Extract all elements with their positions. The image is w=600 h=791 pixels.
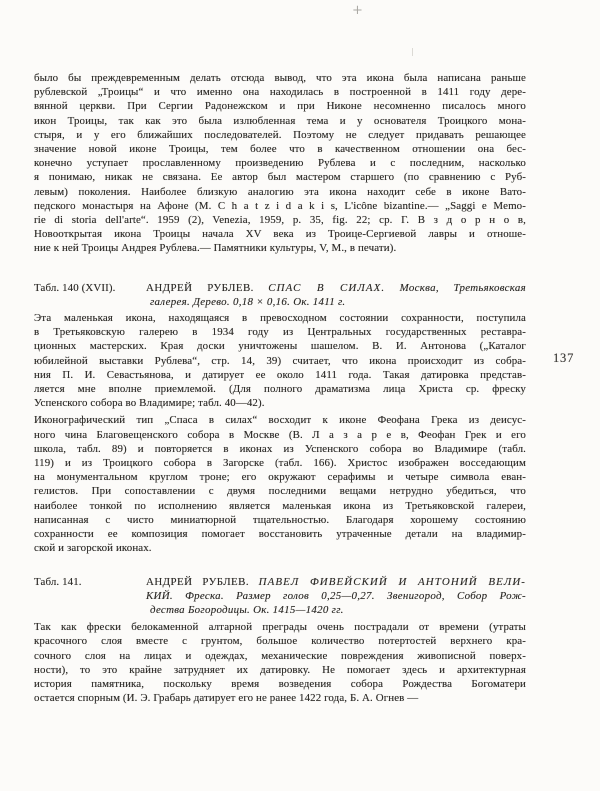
text-line: история памятника, поскольку время возведения собора Рождества Богоматери xyxy=(34,677,526,690)
text-line: Так как фрески белокаменной алтарной преграды очень пострадали от времени (утраты xyxy=(34,621,526,634)
artist-name: АНДРЕЙ РУБЛЕВ. xyxy=(146,575,250,588)
text-line: сохранности ее композиция помогает восстановить утраченные детали на владимир- xyxy=(34,528,526,541)
catalog-entry-141 xyxy=(34,575,526,618)
text-line: было бы преждевременным делать отсюда вывод, что эта икона была написана раньше xyxy=(34,72,526,84)
text-line: ционных мастерских. Края доски уничтожены шашелом. В. И. Антонова („Каталог xyxy=(34,340,526,353)
text-line: ного чина Благовещенского собора в Москве (В. Л а з а р е в, Феофан Грек и его xyxy=(34,428,526,441)
text-line: ской и загорской иконах. xyxy=(34,542,152,555)
text-line: rie di storia dell'arte“. 1959 (2), Venezia, 1959, p. 35, fig. 22; ср. Г. В з д о р н о в, xyxy=(34,214,526,227)
text-line: стыря, и у его ближайших последователей. Поэтому не следует придавать решающее xyxy=(34,128,526,141)
text-line: рублевской „Троицы“ и что именно она находилась в построенной в 1411 году дере- xyxy=(34,86,526,99)
entry-label: Табл. 141. xyxy=(34,575,82,588)
registration-cross-mark: + xyxy=(352,3,363,18)
artist-name: АНДРЕЙ РУБЛЕВ. xyxy=(146,281,254,294)
entry-title: СПАС В СИЛАХ. xyxy=(268,281,386,294)
paragraph-iconographic-type xyxy=(34,413,526,555)
text-line: икон Троицы, так как это была излюбленная тема и у основателя Троицкого мона- xyxy=(34,114,526,127)
text-line: гелистов. При сопоставлении с двумя последними вещами нетрудно убедиться, что xyxy=(34,485,526,498)
catalog-entry-heading xyxy=(34,281,526,295)
entry-title-continuation: дества Богородицы. Ок. 1415—1420 гг. xyxy=(150,603,344,616)
entry-subtitle: Москва, Третьяковская xyxy=(399,281,527,294)
text-line: юбилейной выставки Рублева“, стр. 14, 39) считает, что икона происходит из собра- xyxy=(34,354,526,367)
text-line: Новооткрытая икона Троицы начала XV века из Троице-Сергиевой лавры и отноше- xyxy=(34,228,526,241)
text-line: ляется мне вполне приемлемой. (Для полного драматизма лица Христа ср. фреску xyxy=(34,383,526,396)
text-line: педского монастыря на Афоне (М. C h a t z i d a k i s, L'icône bizantine.— „Saggi e Memo- xyxy=(34,199,526,212)
text-column xyxy=(34,71,526,705)
entry-title-continuation: КИЙ. Фреска. Размер голов 0,25—0,27. Звенигород, Собор Рож- xyxy=(146,589,526,602)
text-line: ние к ней Троицы Андрея Рублева.— Памятники культуры, V, М., в печати). xyxy=(34,242,397,255)
scan-artifact-line xyxy=(412,48,413,56)
text-line: конечно уступает прославленному произведению Рублева и с последним, насколько xyxy=(34,157,526,170)
text-line: Эта маленькая икона, находящаяся в превосходном состоянии сохранности, поступила xyxy=(34,312,526,325)
text-line: в Третьяковскую галерею в 1934 году из Центральных государственных реставра- xyxy=(34,326,526,339)
entry-title: ПАВЕЛ ФИВЕЙСКИЙ И АНТОНИЙ ВЕЛИ- xyxy=(258,575,527,588)
entry-subtitle-continuation: галерея. Дерево. 0,18 × 0,16. Ок. 1411 г. xyxy=(150,295,346,308)
text-line: ния П. И. Севастьянова, и датирует ее около 1411 года. Такая датировка представ- xyxy=(34,368,526,381)
text-line: вянной церкви. При Сергии Радонежском и при Никоне несомненно писалось много xyxy=(34,100,526,113)
text-line: школа, табл. 89) и повторяется в иконах из Успенского собора во Владимире (табл. xyxy=(34,442,526,455)
text-line: значение новой иконе Троицы, тем более что в качественном отношении она бес- xyxy=(34,143,526,156)
text-line: остается спорным (И. Э. Грабарь датирует его не ранее 1422 года, Б. А. Огнев — xyxy=(34,692,419,705)
entry-label: Табл. 140 (XVII). xyxy=(34,281,116,294)
text-line: наиболее тонкой по исполнению является маленькая икона из Третьяковской галереи, xyxy=(34,499,526,512)
text-line: красочного слоя вместе с грунтом, большое количество потертостей верхнего кра- xyxy=(34,635,526,648)
page-number: 137 xyxy=(553,351,575,365)
paragraph-fresco-dating xyxy=(34,620,526,705)
text-line: Иконографический тип „Спаса в силах“ восходит к иконе Феофана Грека из деисус- xyxy=(34,414,526,427)
paragraph-trinity-discussion xyxy=(34,71,526,256)
text-line: Успенского собора во Владимире; табл. 40—42). xyxy=(34,397,265,410)
catalog-entry-140 xyxy=(34,281,526,309)
text-line: левым) поколения. Наиболее близкую аналогию эта икона находит себе в иконе Вато- xyxy=(34,185,526,198)
text-line: на монументальном круглом троне; его окружают серафимы и четыре символа еван- xyxy=(34,471,526,484)
text-line: сочного слоя на лицах и одеждах, механические повреждения живописной поверх- xyxy=(34,649,526,662)
entry-heading-text xyxy=(146,281,526,295)
text-line: 119) и из Троицкого собора в Загорске (табл. 166). Христос изображен восседающим xyxy=(34,457,526,470)
text-line: написанная с чисто миниатюрной тщательностью. Благодаря хорошему состоянию xyxy=(34,513,526,526)
text-line: ности), то это крайне затрудняет их датировку. Не помогает здесь и архитектурная xyxy=(34,663,526,676)
paragraph-icon-provenance xyxy=(34,311,526,410)
text-line: я понимаю, никак не связана. Ее автор был мастером старшего (по сравнению с Руб- xyxy=(34,171,526,184)
entry-heading-text xyxy=(146,575,526,589)
catalog-entry-heading xyxy=(34,575,526,589)
